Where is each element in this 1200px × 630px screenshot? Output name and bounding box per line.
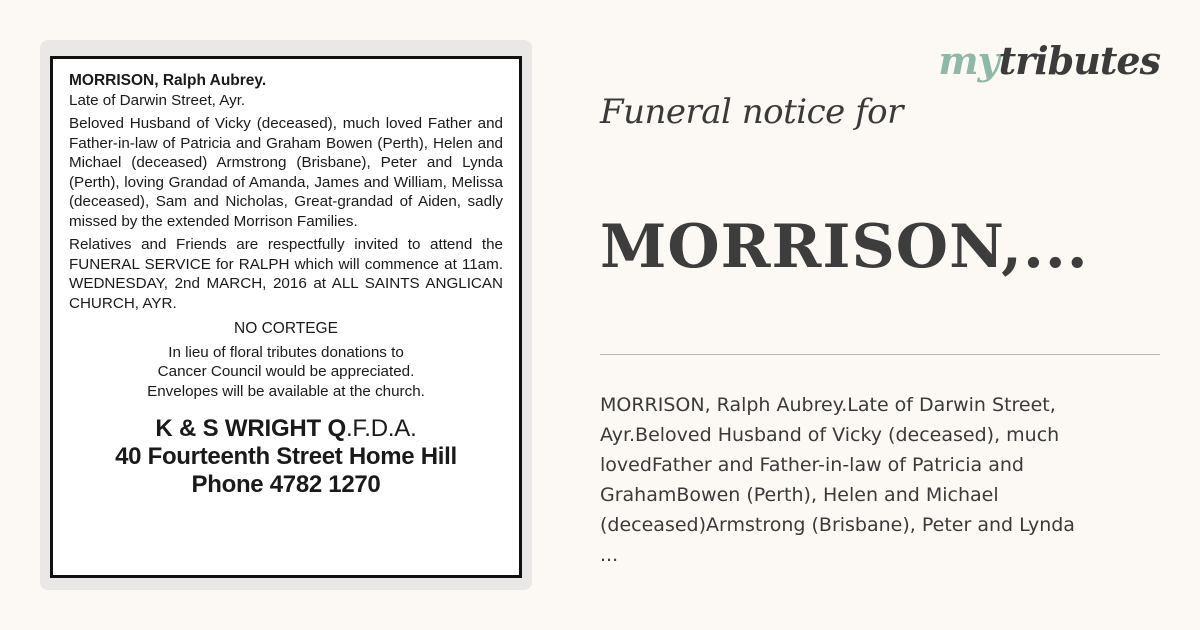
- notice-image-card: [40, 40, 532, 590]
- notice-deceased-name: MORRISON, Ralph Aubrey.: [69, 72, 267, 89]
- excerpt-ellipsis: ...: [600, 544, 619, 566]
- funeral-director-address: 40 Fourteenth Street Home Hill: [115, 443, 457, 470]
- funeral-director-name-suffix: .F.D.A.: [345, 415, 417, 442]
- newspaper-notice: [50, 56, 522, 578]
- funeral-director-phone: Phone 4782 1270: [191, 471, 381, 498]
- deceased-name-title: MORRISON,...: [600, 212, 1089, 282]
- excerpt-line: Ayr.Beloved Husband of Vicky (deceased), much: [600, 424, 1060, 446]
- notice-family: Beloved Husband of Vicky (deceased), much loved Father and Father-in-law of Patricia and Graham Bowen (Perth), Helen and Michael (deceased) Armstrong (Brisbane), Peter and Lynda (Perth), loving Grandad of Amanda, James and William, Melissa (deceased), Sam and Nicholas, Great-grandad of Aiden, sadly missed by the extended Morrison Families.: [69, 115, 503, 230]
- excerpt-line: lovedFather and Father-in-law of Patricia and: [600, 454, 1024, 476]
- notice-excerpt: [600, 390, 1120, 570]
- excerpt-line: (deceased)Armstrong (Brisbane), Peter and Lynda: [600, 514, 1075, 536]
- page-heading: Funeral notice for: [600, 92, 903, 132]
- funeral-director-name-bold: K & S WRIGHT Q: [155, 415, 346, 442]
- logo-my: my: [938, 38, 999, 83]
- funeral-director-name: [69, 415, 503, 443]
- notice-donations-line: In lieu of floral tributes donations to: [168, 343, 404, 361]
- notice-donations-line: Cancer Council would be appreciated.: [157, 363, 415, 380]
- divider: [600, 354, 1160, 355]
- notice-no-cortege: NO CORTEGE: [234, 320, 338, 337]
- notice-residence: Late of Darwin Street, Ayr.: [69, 91, 246, 109]
- notice-donations: [69, 343, 503, 402]
- notice-service-details: Relatives and Friends are respectfully invited to attend the FUNERAL SERVICE for RALPH which will commence at 11am. WEDNESDAY, 2nd MARCH, 2016 at ALL SAINTS ANGLICAN CHURCH, AYR.: [69, 236, 503, 312]
- excerpt-line: MORRISON, Ralph Aubrey.Late of Darwin Street,: [600, 394, 1056, 416]
- mytributes-logo[interactable]: [938, 38, 1160, 83]
- excerpt-line: GrahamBowen (Perth), Helen and Michael: [600, 484, 999, 506]
- logo-tributes: tributes: [998, 38, 1160, 83]
- notice-donations-line: Envelopes will be available at the church.: [147, 382, 425, 400]
